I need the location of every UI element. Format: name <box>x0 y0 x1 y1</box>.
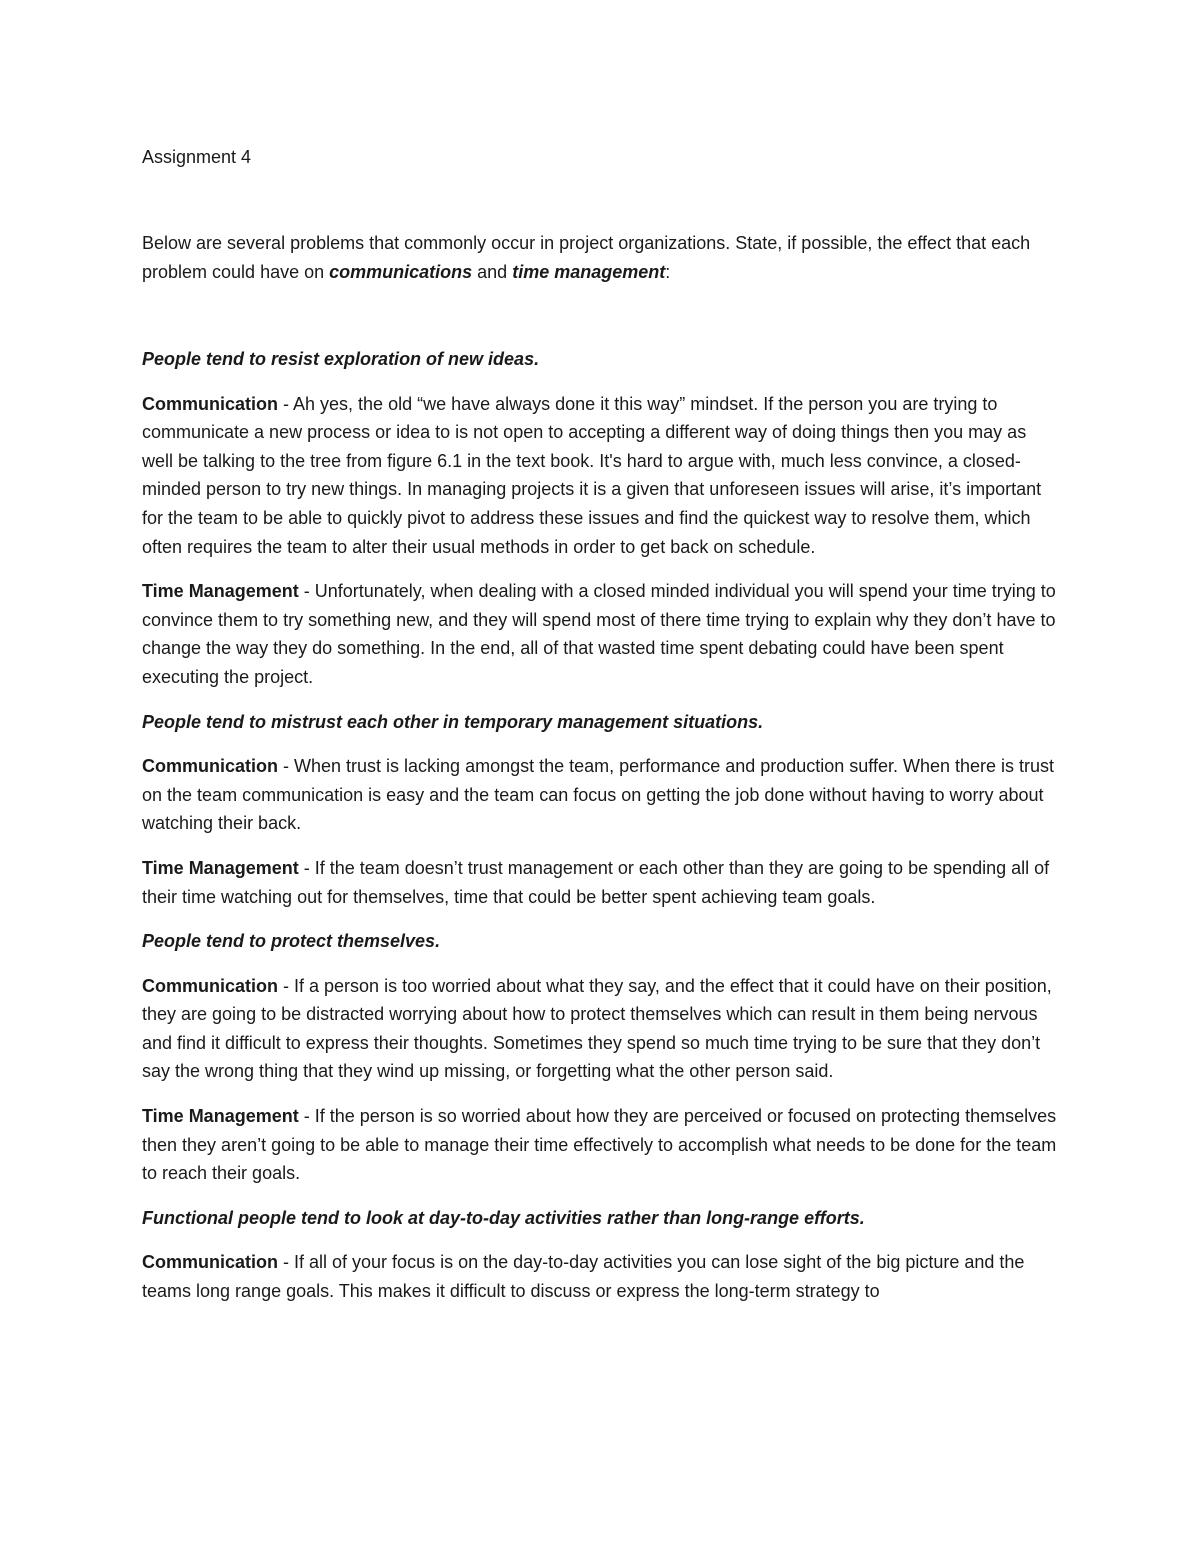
problem-heading: People tend to resist exploration of new ideas. <box>142 349 540 369</box>
communication-label: Communication <box>142 975 279 996</box>
problem-heading: People tend to mistrust each other in temporary management situations. <box>142 711 764 732</box>
time-management-label: Time Management <box>142 581 299 602</box>
communication-paragraph <box>142 972 1057 1086</box>
time-management-paragraph <box>142 577 1057 691</box>
intro-text: Below are several problems that commonly occur in project organizations. State, if possible, the effect that each problem could have on <box>142 233 1031 282</box>
intro-emphasis-communications: communications <box>329 262 473 282</box>
document-body <box>142 345 1057 1322</box>
time-management-paragraph <box>142 1102 1057 1188</box>
communication-text: - Ah yes, the old “we have always done it this way” mindset. If the person you are trying to communicate a new process or idea to is not open to accepting a different way of doing things then you may as well be talking to the tree from figure 6.1 in the text book. It's hard to argue with, much less convince, a closed-minded person to try new things. In managing projects it is a given that unforeseen issues will arise, it’s important for the team to be able to quickly pivot to address these issues and find the quickest way to resolve them, which often requires the team to alter their usual methods in order to get back on schedule. <box>142 393 1042 557</box>
communication-paragraph <box>142 390 1057 562</box>
communication-text: - When trust is lacking amongst the team, performance and production suffer. When there is trust on the team communication is easy and the team can focus on getting the job done without having to worry about watching their back. <box>142 756 1055 834</box>
communication-text: - If all of your focus is on the day-to-day activities you can lose sight of the big picture and the teams long range goals. This makes it difficult to discuss or express the long-term strategy to <box>142 1252 1025 1302</box>
time-management-label: Time Management <box>142 1106 299 1127</box>
document-page <box>142 0 1062 1553</box>
intro-text: and <box>472 262 513 282</box>
intro-text: : <box>665 262 671 282</box>
communication-label: Communication <box>142 1252 279 1273</box>
communication-paragraph <box>142 752 1057 838</box>
document-title: Assignment 4 <box>142 147 252 167</box>
problem-heading: Functional people tend to look at day-to-day activities rather than long-range efforts. <box>142 1207 865 1228</box>
communication-paragraph <box>142 1248 1057 1305</box>
problem-heading: People tend to protect themselves. <box>142 931 441 952</box>
time-management-text: - Unfortunately, when dealing with a closed minded individual you will spend your time trying to convince them to try something new, and they will spend most of there time trying to explain why they don’t have to change the way they do something. In the end, all of that wasted time spent debating could have been spent executing the project. <box>142 581 1056 687</box>
communication-label: Communication <box>142 756 279 777</box>
communication-text: - If a person is too worried about what they say, and the effect that it could have on their position, they are going to be distracted worrying about how to protect themselves which can result in them being nervous and find it difficult to express their thoughts. Sometimes they spend so much time trying to be sure that they don’t say the wrong thing that they wind up missing, or forgetting what the other person said. <box>142 975 1052 1082</box>
time-management-text: - If the team doesn’t trust management or each other than they are going to be spending all of their time watching out for themselves, time that could be better spent achieving team goals. <box>142 857 1050 907</box>
communication-label: Communication <box>142 393 279 414</box>
intro-emphasis-time-management: time management <box>512 262 666 282</box>
intro-paragraph <box>142 229 1052 287</box>
time-management-label: Time Management <box>142 857 299 878</box>
time-management-text: - If the person is so worried about how they are perceived or focused on protecting themselves then they aren’t going to be able to manage their time effectively to accomplish what needs to be done for the team to reach their goals. <box>142 1106 1057 1184</box>
time-management-paragraph <box>142 854 1057 911</box>
